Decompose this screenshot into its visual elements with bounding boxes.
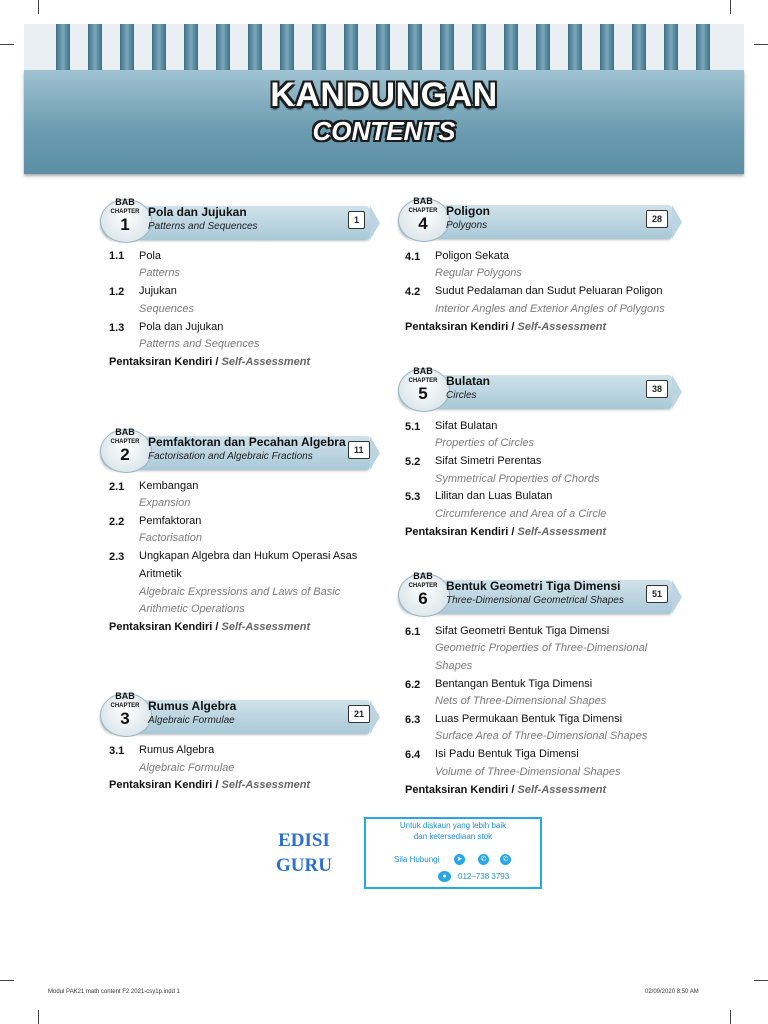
chapter-word: CHAPTER [110,439,140,445]
chapter-word: CHAPTER [110,209,140,215]
section-title-continued[interactable]: Aritmetik [139,568,182,580]
section-title-english: Nets of Three-Dimensional Shapes [435,695,607,707]
file-slug: Modul PAK21 math content F2 2021-csy1p.indd 1 [48,989,180,995]
section-number: 4.2 [405,286,421,298]
section-title[interactable]: Sifat Geometri Bentuk Tiga Dimensi [435,625,610,637]
section-title[interactable]: Lilitan dan Luas Bulatan [435,490,553,502]
section-title-english: Interior Angles and Exterior Angles of Polygons [435,303,665,315]
section-number: 5.1 [405,421,421,433]
section-number: 6.3 [405,714,421,726]
chapter-page-number: 11 [348,441,370,459]
chapter-5-header[interactable] [398,366,684,412]
section-title-english: Circumference and Area of a Circle [435,508,607,520]
section-title[interactable]: Pemfaktoran [139,515,202,527]
section-number: 5.3 [405,491,421,503]
section-title-english: Sequences [139,303,195,315]
promo-text: dan ketersediaan stok [413,832,493,841]
section-number: 6.2 [405,679,421,691]
section-title-english-continued: Shapes [435,660,473,672]
crop-mark [38,1010,39,1024]
section-title-english: Patterns [139,267,180,279]
section-title-english: Algebraic Expressions and Laws of Basic [139,586,341,598]
section-title[interactable]: Rumus Algebra [139,744,215,756]
chapter-title: Poligon [446,204,490,218]
section-number: 3.1 [109,745,125,757]
crop-mark [0,44,14,45]
chapter-title: Bentuk Geometri Tiga Dimensi [446,579,621,593]
chapter-1-header[interactable] [100,197,382,243]
section-title-english: Properties of Circles [435,437,535,449]
chapter-page-number: 51 [646,585,668,603]
header-banner [24,24,744,166]
contact-phone[interactable]: 012–738 3793 [458,872,510,881]
section-number: 1.1 [109,250,125,262]
crop-mark [754,44,768,45]
section-title-english-continued: Arithmetic Operations [139,603,245,615]
crop-mark [38,0,39,14]
chapter-word: CHAPTER [408,378,438,384]
section-number: 6.4 [405,749,421,761]
section-title-english: Surface Area of Three-Dimensional Shapes [435,730,648,742]
crop-mark [730,1010,731,1024]
chapter-3-header[interactable] [100,691,382,737]
section-title[interactable]: Kembangan [139,480,199,492]
chapter-number: 2 [120,445,130,464]
contact-label: Sila Hubungi [394,855,440,864]
section-title-english: Patterns and Sequences [139,338,260,350]
bab-label: BAB [115,691,135,701]
page-subtitle: CONTENTS [312,116,456,146]
whatsapp-icon[interactable]: ✆ [500,854,511,865]
chapter-number: 6 [418,589,428,608]
bab-label: BAB [413,571,433,581]
chapter-page-number: 21 [348,705,370,723]
chapter-title: Bulatan [446,374,491,388]
chapter-subtitle: Algebraic Formulae [148,715,235,726]
chapter-page-number: 38 [646,380,668,398]
section-title[interactable]: Pola [139,250,162,262]
self-assessment-link[interactable]: Pentaksiran Kendiri / Self-Assessment [109,356,311,368]
section-title-english: Algebraic Formulae [139,762,235,774]
chapter-6-header[interactable] [398,571,684,617]
teacher-edition-label: EDISI GURU [276,830,332,876]
self-assessment-link[interactable]: Pentaksiran Kendiri / Self-Assessment [405,321,607,333]
self-assessment-link[interactable]: Pentaksiran Kendiri / Self-Assessment [109,621,311,633]
chapter-subtitle: Circles [446,390,477,401]
chapter-subtitle: Factorisation and Algebraic Fractions [148,451,313,462]
section-number: 1.3 [109,322,125,334]
promo-text: Untuk diskaun yang lebih baik [399,821,507,830]
chapter-subtitle: Three-Dimensional Geometrical Shapes [446,595,624,606]
section-title[interactable]: Poligon Sekata [435,250,509,262]
chapter-subtitle: Patterns and Sequences [148,221,258,232]
bab-label: BAB [413,196,433,206]
telegram-icon[interactable]: ➤ [454,854,465,865]
section-title[interactable]: Ungkapan Algebra dan Hukum Operasi Asas [139,550,358,562]
chapter-word: CHAPTER [408,208,438,214]
bab-label: BAB [115,427,135,437]
bab-label: BAB [115,197,135,207]
self-assessment-link[interactable]: Pentaksiran Kendiri / Self-Assessment [109,779,311,791]
promo-box [364,817,542,889]
section-number: 2.2 [109,516,125,528]
chapter-number: 4 [418,214,428,233]
print-timestamp: 02/09/2020 8:50 AM [645,989,699,995]
chapter-4-header[interactable] [398,196,684,242]
chapter-page-number: 28 [646,210,668,228]
section-title-english: Volume of Three-Dimensional Shapes [435,766,621,778]
crop-mark [0,980,14,981]
bab-label: BAB [413,366,433,376]
section-title-english: Regular Polygons [435,267,522,279]
section-title-english: Expansion [139,497,191,509]
chapter-title: Pemfaktoran dan Pecahan Algebra [148,435,346,449]
section-title[interactable]: Pola dan Jujukan [139,321,224,333]
section-title[interactable]: Luas Permukaan Bentuk Tiga Dimensi [435,713,623,725]
chapter-page-number: 1 [348,211,365,229]
chapter-number: 1 [120,215,130,234]
chapter-word: CHAPTER [408,583,438,589]
section-title[interactable]: Sifat Simetri Perentas [435,455,542,467]
self-assessment-link[interactable]: Pentaksiran Kendiri / Self-Assessment [405,526,607,538]
section-title[interactable]: Bentangan Bentuk Tiga Dimensi [435,678,593,690]
chapter-number: 3 [120,709,130,728]
section-title[interactable]: Isi Padu Bentuk Tiga Dimensi [435,748,579,760]
section-title-english: Geometric Properties of Three-Dimensional [435,642,648,654]
section-title[interactable]: Sifat Bulatan [435,420,498,432]
section-title[interactable]: Sudut Pedalaman dan Sudut Peluaran Poligon [435,285,663,297]
section-title[interactable]: Jujukan [139,285,177,297]
section-number: 4.1 [405,251,421,263]
chapter-title: Pola dan Jujukan [148,205,247,219]
section-title-english: Symmetrical Properties of Chords [435,473,600,485]
crop-mark [754,980,768,981]
chapter-title: Rumus Algebra [148,699,237,713]
crop-mark [730,0,731,14]
chapter-number: 5 [418,384,428,403]
page-title: KANDUNGAN [270,76,498,114]
chapter-2-header[interactable] [100,427,382,473]
self-assessment-link[interactable]: Pentaksiran Kendiri / Self-Assessment [405,784,607,796]
chapter-word: CHAPTER [110,703,140,709]
section-number: 6.1 [405,626,421,638]
chapter-subtitle: Polygons [446,220,488,231]
chat-icon: ● [438,871,451,882]
section-number: 5.2 [405,456,421,468]
section-title-english: Factorisation [139,532,202,544]
section-number: 2.3 [109,551,125,563]
phone-icon[interactable]: ✆ [478,854,489,865]
section-number: 1.2 [109,286,125,298]
section-number: 2.1 [109,481,125,493]
